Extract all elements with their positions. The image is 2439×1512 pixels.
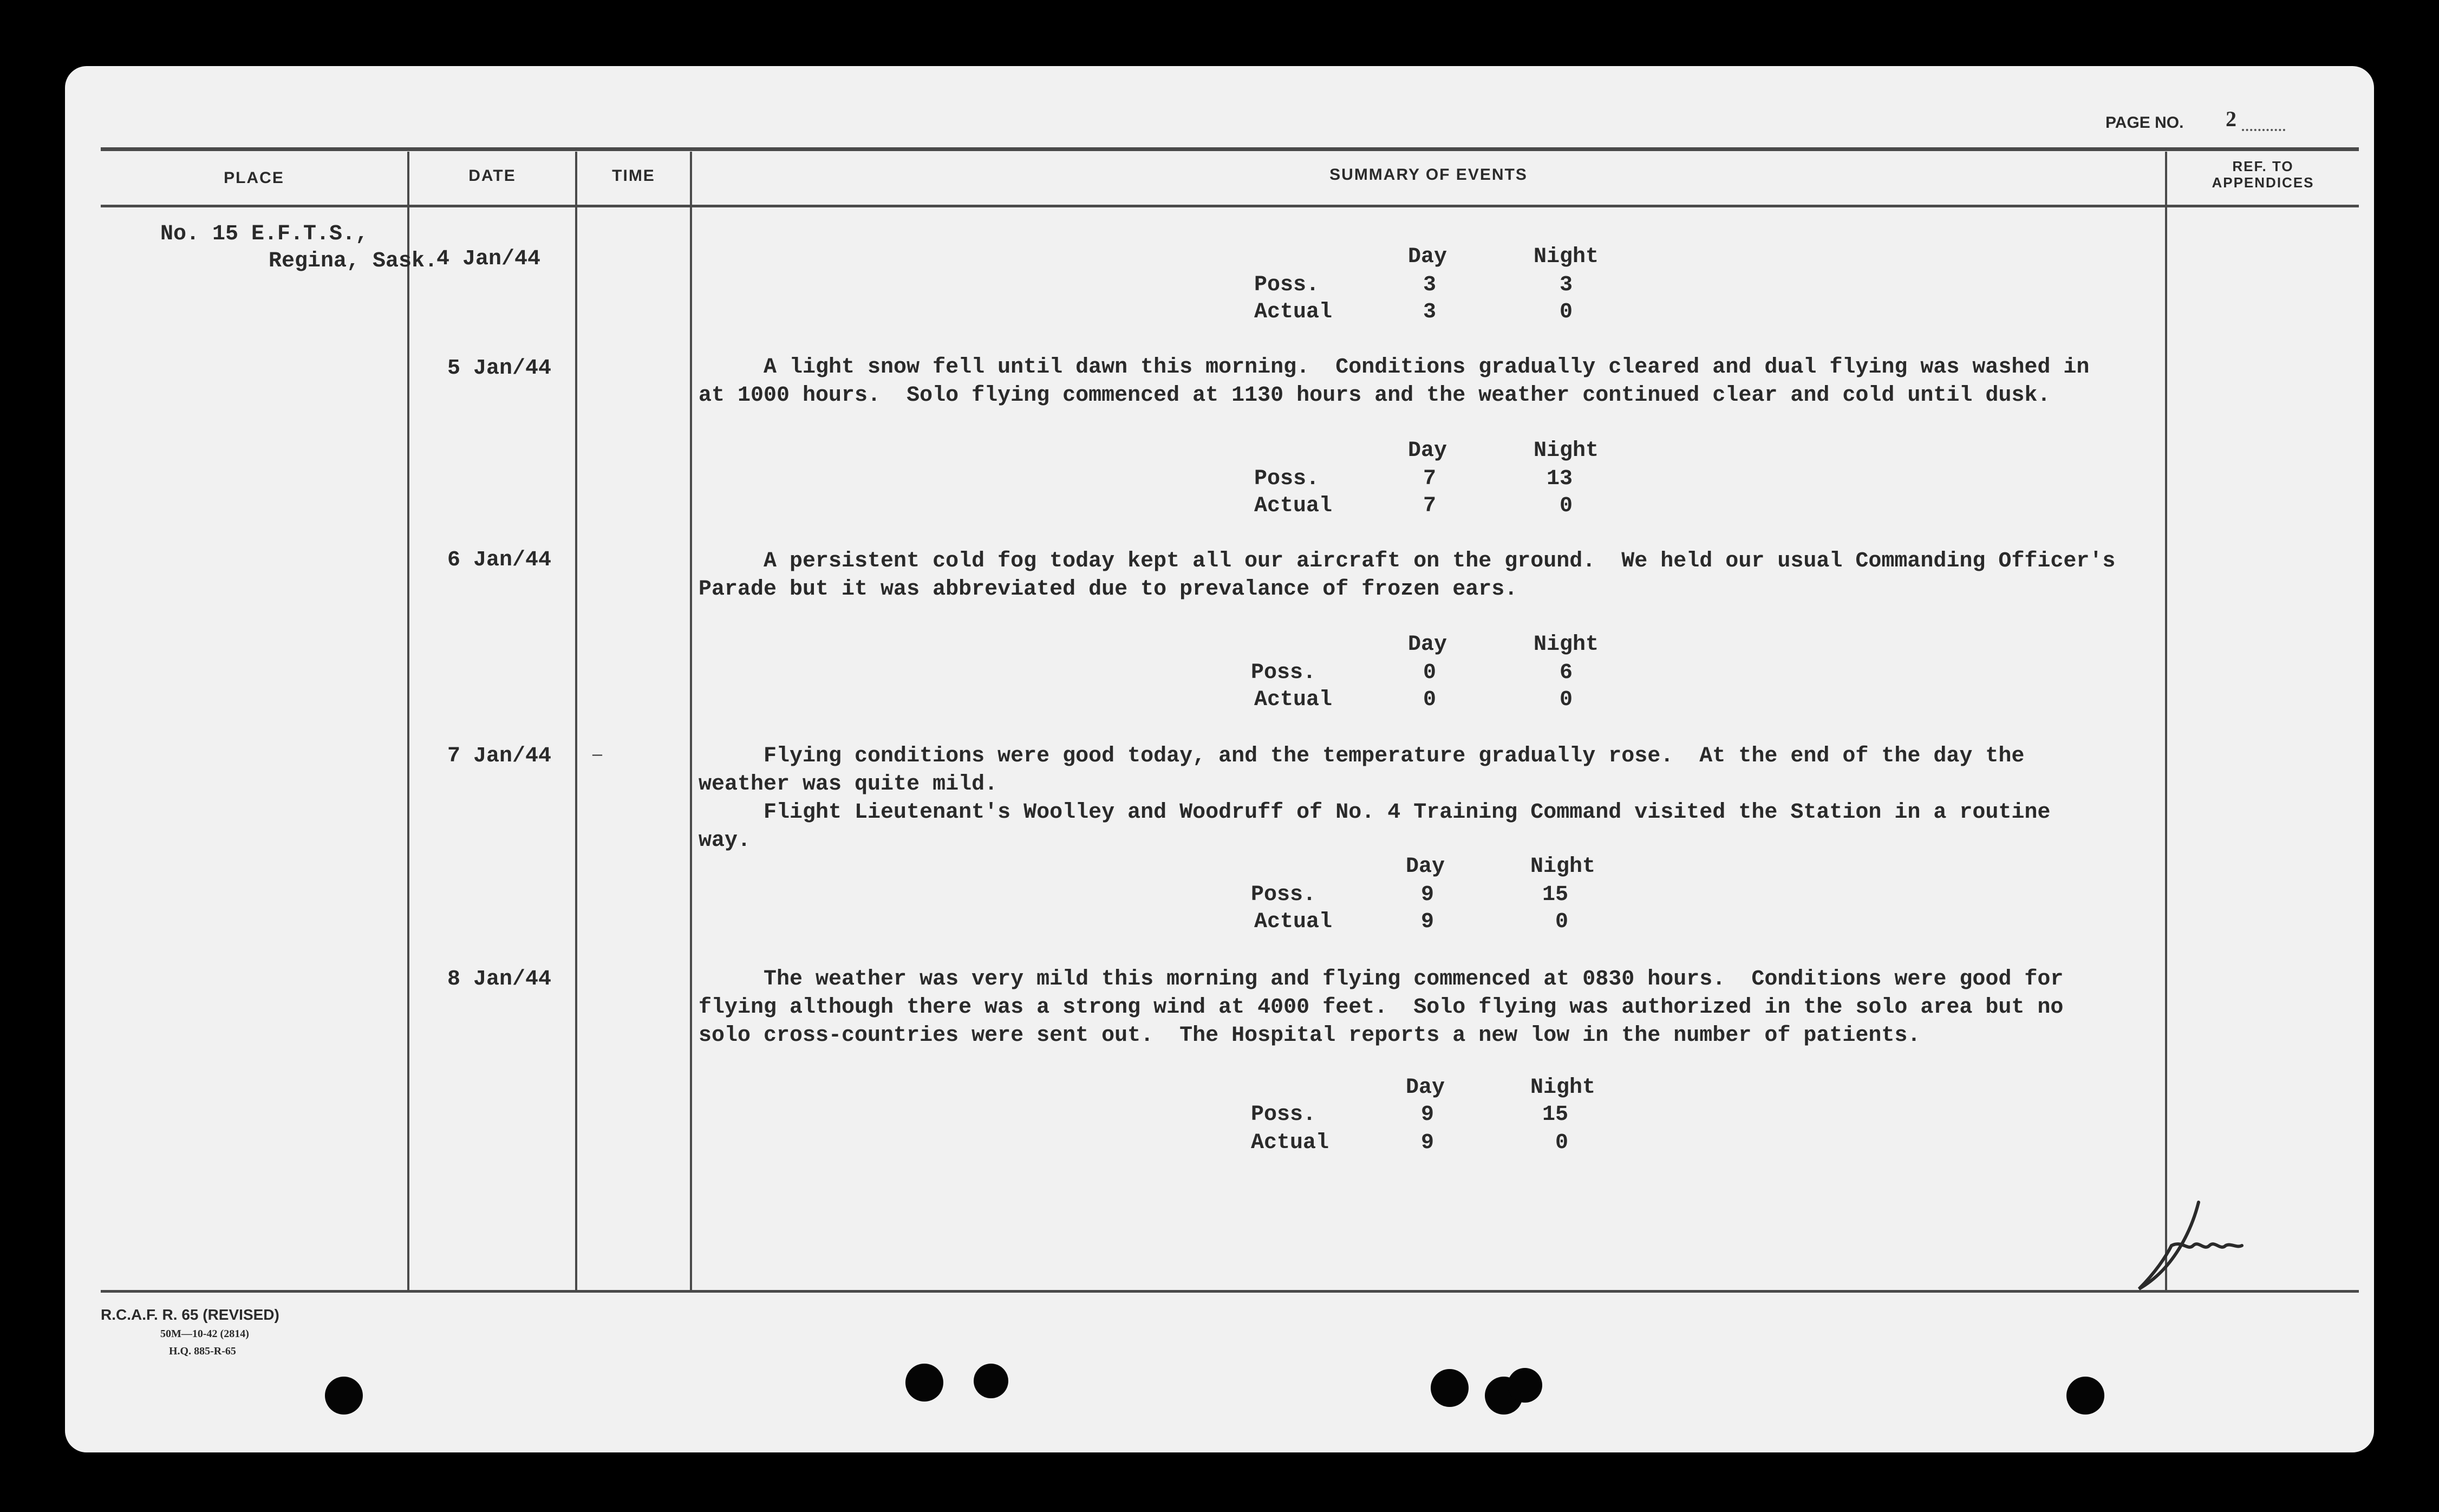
entry-date: 8 Jan/44 (447, 967, 552, 992)
form-code: R.C.A.F. R. 65 (REVISED) (101, 1306, 279, 1323)
actual-night-value: 0 (1555, 1131, 1569, 1155)
place-location: Regina, Sask. (269, 249, 438, 273)
poss-day-value: 0 (1423, 661, 1437, 685)
poss-night-value: 15 (1542, 1103, 1569, 1127)
actual-night-value: 0 (1560, 300, 1573, 324)
poss-label: Poss. (1251, 1103, 1316, 1127)
header-place: PLACE (224, 169, 284, 187)
poss-night-value: 6 (1560, 661, 1573, 685)
punch-hole (1431, 1369, 1469, 1407)
place-unit: No. 15 E.F.T.S., (160, 222, 369, 246)
poss-night-value: 13 (1547, 467, 1573, 491)
date-time-divider (575, 152, 577, 1291)
header-bottom-rule (101, 205, 2359, 207)
page-number-label: PAGE NO. (2105, 114, 2184, 132)
entry-text-line: weather was quite mild. (699, 772, 998, 797)
actual-day-value: 0 (1423, 688, 1437, 712)
poss-night-value: 15 (1542, 883, 1569, 907)
stats-night-heading: Night (1534, 633, 1599, 657)
actual-night-value: 0 (1560, 494, 1573, 518)
actual-label: Actual (1251, 1131, 1329, 1155)
header-time: TIME (612, 167, 655, 185)
entry-text-line: way. (699, 829, 751, 853)
punch-hole (905, 1364, 943, 1402)
header-ref-line2: APPENDICES (2212, 174, 2314, 191)
table-bottom-rule (101, 1290, 2359, 1293)
actual-label: Actual (1254, 494, 1333, 518)
stats-day-heading: Day (1408, 439, 1447, 463)
poss-label: Poss. (1254, 273, 1320, 297)
actual-label: Actual (1254, 910, 1333, 934)
page-number-dots (2242, 129, 2285, 131)
poss-day-value: 9 (1421, 1103, 1434, 1127)
stats-day-heading: Day (1406, 855, 1445, 879)
poss-label: Poss. (1251, 661, 1316, 685)
entry-text-line: The weather was very mild this morning and flying commenced at 0830 hours. Conditions were good for (699, 967, 2064, 992)
entry-date: 4 Jan/44 (436, 247, 541, 271)
poss-day-value: 3 (1423, 273, 1437, 297)
entry-text-line: Flight Lieutenant's Woolley and Woodruff of No. 4 Training Command visited the Station in a routine (699, 800, 2051, 825)
summary-ref-divider (2165, 152, 2167, 1291)
actual-day-value: 9 (1421, 1131, 1434, 1155)
entry-text-line: A persistent cold fog today kept all our aircraft on the ground. We held our usual Commanding Officer's (699, 549, 2116, 573)
header-top-rule (101, 147, 2359, 151)
punch-hole (325, 1377, 363, 1415)
actual-day-value: 9 (1421, 910, 1434, 934)
form-hq-code: H.Q. 885-R-65 (169, 1345, 236, 1357)
actual-day-value: 3 (1423, 300, 1437, 324)
actual-night-value: 0 (1560, 688, 1573, 712)
place-date-divider (407, 152, 409, 1291)
entry-time: — (592, 746, 603, 765)
entry-text-line: A light snow fell until dawn this morning. Conditions gradually cleared and dual flying was washed in (699, 355, 2090, 380)
actual-label: Actual (1254, 688, 1333, 712)
header-date: DATE (468, 167, 516, 185)
entry-text-line: Flying conditions were good today, and the temperature gradually rose. At the end of the day the (699, 744, 2025, 768)
entry-date: 7 Jan/44 (447, 744, 552, 768)
entry-text-line: solo cross-countries were sent out. The Hospital reports a new low in the number of patients. (699, 1024, 1921, 1048)
stats-day-heading: Day (1408, 633, 1447, 657)
stats-day-heading: Day (1408, 245, 1447, 269)
page-number-value: 2 (2226, 107, 2236, 131)
stats-night-heading: Night (1534, 439, 1599, 463)
form-print-code: 50M—10-42 (2814) (160, 1328, 249, 1340)
header-summary: SUMMARY OF EVENTS (1329, 166, 1528, 184)
stats-night-heading: Night (1530, 1076, 1596, 1100)
stats-night-heading: Night (1530, 855, 1596, 879)
entry-text-line: flying although there was a strong wind at 4000 feet. Solo flying was authorized in the solo area but no (699, 995, 2064, 1020)
poss-label: Poss. (1251, 883, 1316, 907)
poss-day-value: 7 (1423, 467, 1437, 491)
actual-label: Actual (1254, 300, 1333, 324)
punch-hole (2066, 1377, 2104, 1415)
entry-text-line: Parade but it was abbreviated due to prevalance of frozen ears. (699, 577, 1518, 602)
stats-day-heading: Day (1406, 1076, 1445, 1100)
entry-date: 6 Jan/44 (447, 548, 552, 572)
actual-day-value: 7 (1423, 494, 1437, 518)
time-summary-divider (690, 152, 692, 1291)
punch-hole (974, 1364, 1008, 1398)
actual-night-value: 0 (1555, 910, 1569, 934)
poss-night-value: 3 (1560, 273, 1573, 297)
poss-day-value: 9 (1421, 883, 1434, 907)
signature-mark (2134, 1191, 2264, 1302)
entry-date: 5 Jan/44 (447, 356, 552, 381)
punch-hole (1508, 1368, 1542, 1403)
poss-label: Poss. (1254, 467, 1320, 491)
entry-text-line: at 1000 hours. Solo flying commenced at 1130 hours and the weather continued clear and cold until dusk. (699, 383, 2051, 408)
stats-night-heading: Night (1534, 245, 1599, 269)
header-ref-line1: REF. TO (2232, 158, 2294, 174)
